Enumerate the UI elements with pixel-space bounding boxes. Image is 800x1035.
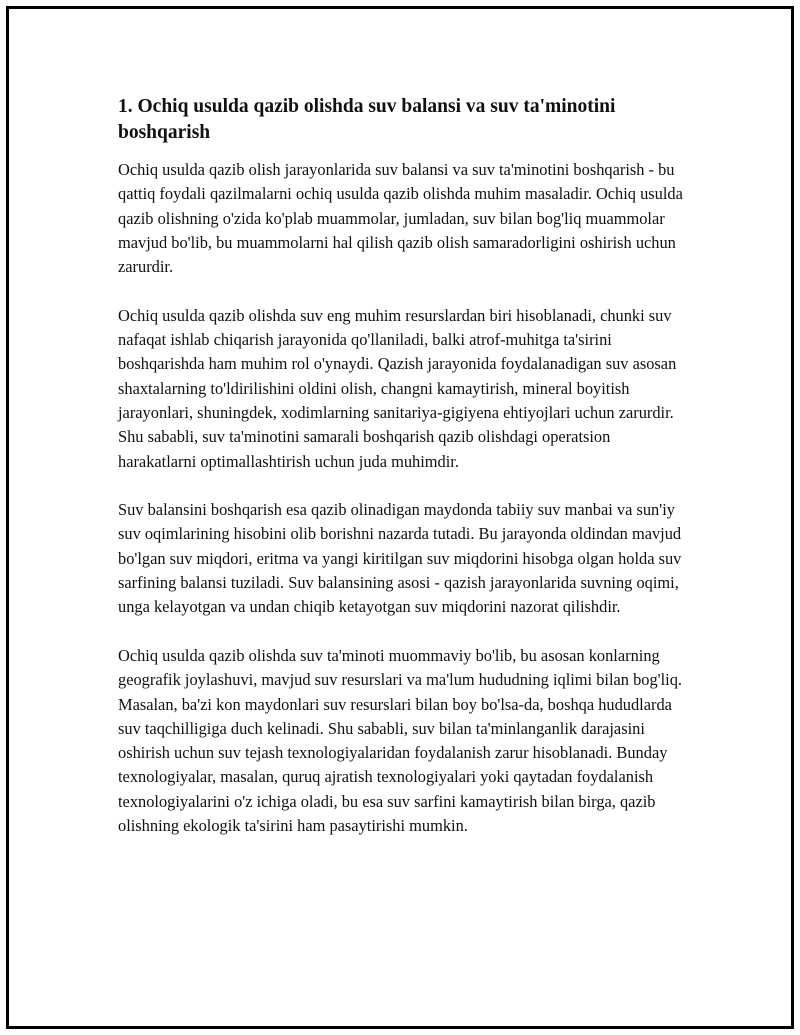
paragraph-4: Ochiq usulda qazib olishda suv ta'minoti muommaviy bo'lib, bu asosan konlarning geografik joylashuvi, mavjud suv resurslari va ma'lum hududning iqlimi bilan bog'liq. Masalan, ba'zi kon maydonlari suv resurslari bilan boy bo'lsa-da, boshqa hududlarda suv taqchilligiga duch kelinadi. Shu sababli, suv bilan ta'minlanganlik darajasini oshirish uchun suv tejash texnologiyalaridan foydalanish zarur hisoblanadi. Bunday texnologiyalar, masalan, quruq ajratish texnologiyalari yoki qaytadan foydalanish texnologiyalarini o'z ichiga oladi, bu esa suv sarfini kamaytirish bilan birga, qazib olishning ekologik ta'sirini ham pasaytirishi mumkin. [118, 645, 683, 836]
document-body [118, 94, 688, 863]
paragraph-3: Suv balansini boshqarish esa qazib olinadigan maydonda tabiiy suv manbai va sun'iy suv oqimlarining hisobini olib borishni nazarda tutadi. Bu jarayonda oldindan mavjud bo'lgan suv miqdori, eritma va yangi kiritilgan suv miqdorini hisobga olgan holda suv sarfining balansi tuziladi. Suv balansining asosi - qazish jarayonlarida suvning oqimi, unga kelayotgan va undan chiqib ketayotgan suv miqdorini nazorat qilishdir. [118, 500, 682, 617]
paragraph-2: Ochiq usulda qazib olishda suv eng muhim resurslardan biri hisoblanadi, chunki suv nafaqat ishlab chiqarish jarayonida qo'llaniladi, balki atrof-muhitga ta'sirini boshqarishda ham muhim rol o'ynaydi. Qazish jarayonida foydalanadigan suv asosan shaxtalarning to'ldirilishini oldini olish, changni kamaytirish, mineral boyitish jarayonlari, shuningdek, xodimlarning sanitariya-gigiyena ehtiyojlari uchun zarurdir. Shu sababli, suv ta'minotini samarali boshqarish qazib olishdagi operatsion harakatlarni optimallashtirish uchun juda muhimdir. [118, 305, 677, 471]
paragraph-1: Ochiq usulda qazib olish jarayonlarida suv balansi va suv ta'minotini boshqarish - bu qattiq foydali qazilmalarni ochiq usulda qazib olishda muhim masaladir. Ochiq usulda qazib olishning o'zida ko'plab muammolar, jumladan, suv bilan bog'liq muammolar mavjud bo'lib, bu muammolarni hal qilish qazib olish samaradorligini oshirish uchun zarurdir. [118, 160, 683, 277]
section-heading: 1. Ochiq usulda qazib olishda suv balansi va suv ta'minotini boshqarish [118, 96, 616, 143]
